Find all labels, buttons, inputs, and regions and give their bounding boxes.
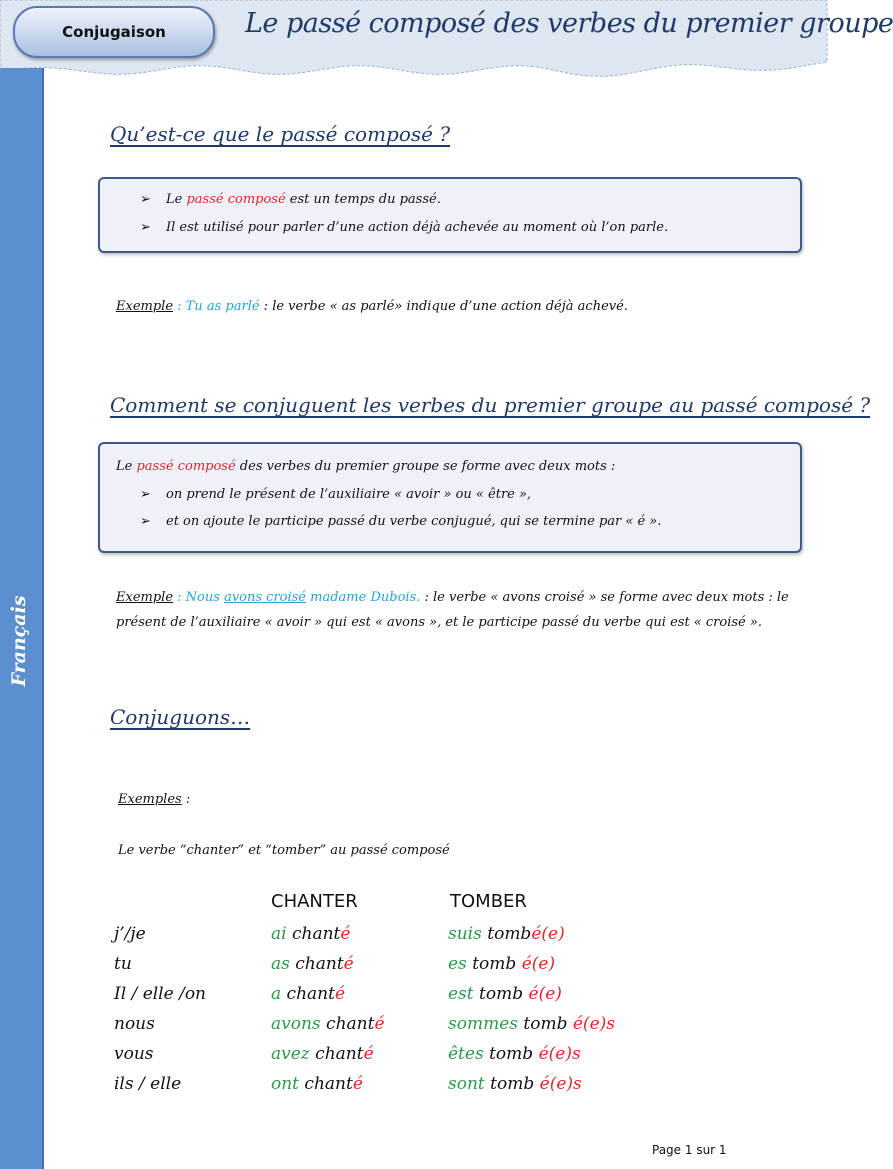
section1-box [98,177,802,253]
category-tag: Conjugaison [13,6,215,58]
table-row-chanter: avons chanté [271,1014,385,1034]
section2-intro: Le passé composé des verbes du premier groupe se forme avec deux mots : [116,459,616,474]
term-highlight: passé composé [136,459,236,474]
example-label: Exemple [116,590,174,605]
section1-example: Exemple : Tu as parlé : le verbe « as parlé» indique d’une action déjà achevé. [116,299,628,314]
section2-box [98,442,802,553]
table-row-chanter: a chanté [271,984,345,1004]
table-row-chanter: ont chanté [271,1074,363,1094]
table-row-pronoun: vous [114,1044,154,1064]
table-row-chanter: ai chanté [271,924,351,944]
example-verb-highlight: avons croisé [224,590,307,605]
table-row-pronoun: tu [114,954,132,974]
sidebar-label: Français [8,595,30,687]
column-header-chanter: CHANTER [271,891,358,912]
table-row-pronoun: ils / elle [114,1074,182,1094]
arrow-bullet-icon: ➢ [140,514,151,529]
page-number: Page 1 sur 1 [652,1143,727,1157]
section2-example-line-1: Exemple : Nous avons croisé madame Dubois. : le verbe « avons croisé » se forme avec deux mots : le [116,590,789,605]
document-title: Le passé composé des verbes du premier groupe [245,8,893,39]
table-row-chanter: as chanté [271,954,354,974]
table-row-tomber: est tomb é(e) [448,984,562,1004]
table-row-tomber: êtes tomb é(e)s [448,1044,581,1064]
example-highlight: Tu as parlé [185,299,260,314]
section2-bullet-1: ➢ on prend le présent de l’auxiliaire « avoir » ou « être », [140,487,532,502]
table-row-tomber: suis tombé(e) [448,924,565,944]
conjugation-subtitle: Le verbe “chanter” et “tomber” au passé composé [118,843,450,858]
table-row-pronoun: Il / elle /on [114,984,206,1004]
examples-label: Exemples [118,792,182,807]
sidebar-band [0,68,44,1169]
arrow-bullet-icon: ➢ [140,192,151,207]
section2-example-line-2: présent de l’auxiliaire « avoir » qui est « avons », et le participe passé du verbe qui est « croisé ». [116,615,762,630]
section3-heading: Conjuguons… [110,705,251,729]
table-row-tomber: sommes tomb é(e)s [448,1014,615,1034]
example-label: Exemple [116,299,174,314]
table-row-tomber: sont tomb é(e)s [448,1074,582,1094]
section2-bullet-2: ➢ et on ajoute le participe passé du verbe conjugué, qui se termine par « é ». [140,514,662,529]
column-header-tomber: TOMBER [450,891,527,912]
table-row-tomber: es tomb é(e) [448,954,556,974]
section1-heading: Qu’est-ce que le passé composé ? [110,122,451,146]
arrow-bullet-icon: ➢ [140,487,151,502]
section1-bullet-1: ➢ Le passé composé est un temps du passé. [140,192,441,207]
table-row-chanter: avez chanté [271,1044,374,1064]
examples-line: Exemples : [118,792,191,807]
arrow-bullet-icon: ➢ [140,220,151,235]
term-highlight: passé composé [186,192,286,207]
table-row-pronoun: j’/je [114,924,146,944]
section1-bullet-2: ➢ Il est utilisé pour parler d’une action déjà achevée au moment où l’on parle. [140,220,669,235]
table-row-pronoun: nous [114,1014,155,1034]
section2-heading: Comment se conjuguent les verbes du premier groupe au passé composé ? [110,393,871,417]
